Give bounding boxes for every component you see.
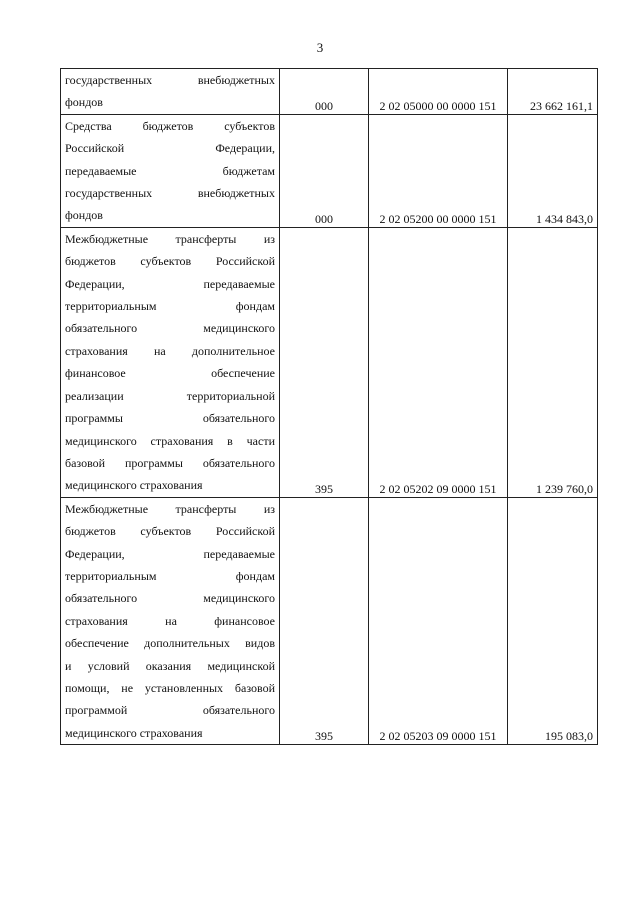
- row-admin-code: 395: [280, 497, 369, 744]
- description-line: фондов: [65, 95, 103, 110]
- table-row: [61, 69, 598, 115]
- row-admin-code: 000: [280, 69, 369, 115]
- description-line: обязательного медицинского: [65, 321, 275, 336]
- table-body: [61, 69, 598, 745]
- description-line: финансовое обеспечение: [65, 366, 275, 381]
- description-line: программы обязательного: [65, 411, 275, 426]
- table-row: [61, 114, 598, 227]
- description-line: страхования на финансовое: [65, 613, 275, 628]
- description-line: обязательного медицинского: [65, 591, 275, 606]
- row-description: [61, 69, 280, 115]
- table-row: [61, 497, 598, 744]
- description-line: реализации территориальной: [65, 388, 275, 403]
- description-line: медицинского страхования: [65, 725, 203, 740]
- description-line: помощи, не установленных базовой: [65, 680, 275, 695]
- row-description: [61, 497, 280, 744]
- description-line: медицинского страхования: [65, 478, 203, 493]
- row-budget-classification-code: 2 02 05202 09 0000 151: [369, 227, 508, 497]
- row-budget-classification-code: 2 02 05203 09 0000 151: [369, 497, 508, 744]
- row-budget-classification-code: 2 02 05200 00 0000 151: [369, 114, 508, 227]
- row-amount: 23 662 161,1: [508, 69, 598, 115]
- description-line: Федерации, передаваемые: [65, 546, 275, 561]
- row-amount: 195 083,0: [508, 497, 598, 744]
- row-description: [61, 227, 280, 497]
- row-admin-code: 000: [280, 114, 369, 227]
- description-line: Российской Федерации,: [65, 141, 275, 156]
- row-admin-code: 395: [280, 227, 369, 497]
- description-line: Межбюджетные трансферты из: [65, 231, 275, 246]
- budget-revenue-table: [60, 68, 598, 745]
- row-amount: 1 239 760,0: [508, 227, 598, 497]
- description-line: государственных внебюджетных: [65, 186, 275, 201]
- description-line: Средства бюджетов субъектов: [65, 118, 275, 133]
- description-line: базовой программы обязательного: [65, 455, 275, 470]
- description-line: передаваемые бюджетам: [65, 163, 275, 178]
- description-line: бюджетов субъектов Российской: [65, 254, 275, 269]
- description-line: бюджетов субъектов Российской: [65, 524, 275, 539]
- description-line: страхования на дополнительное: [65, 343, 275, 358]
- description-line: территориальным фондам: [65, 299, 275, 314]
- description-line: программой обязательного: [65, 703, 275, 718]
- page-number: 3: [316, 40, 324, 55]
- description-line: обеспечение дополнительных видов: [65, 636, 275, 651]
- table-row: [61, 227, 598, 497]
- row-description: [61, 114, 280, 227]
- row-amount: 1 434 843,0: [508, 114, 598, 227]
- description-line: Федерации, передаваемые: [65, 276, 275, 291]
- description-line: и условий оказания медицинской: [65, 658, 275, 673]
- description-line: медицинского страхования в части: [65, 433, 275, 448]
- row-budget-classification-code: 2 02 05000 00 0000 151: [369, 69, 508, 115]
- description-line: фондов: [65, 208, 103, 223]
- description-line: государственных внебюджетных: [65, 73, 275, 87]
- description-line: Межбюджетные трансферты из: [65, 501, 275, 516]
- description-line: территориальным фондам: [65, 568, 275, 583]
